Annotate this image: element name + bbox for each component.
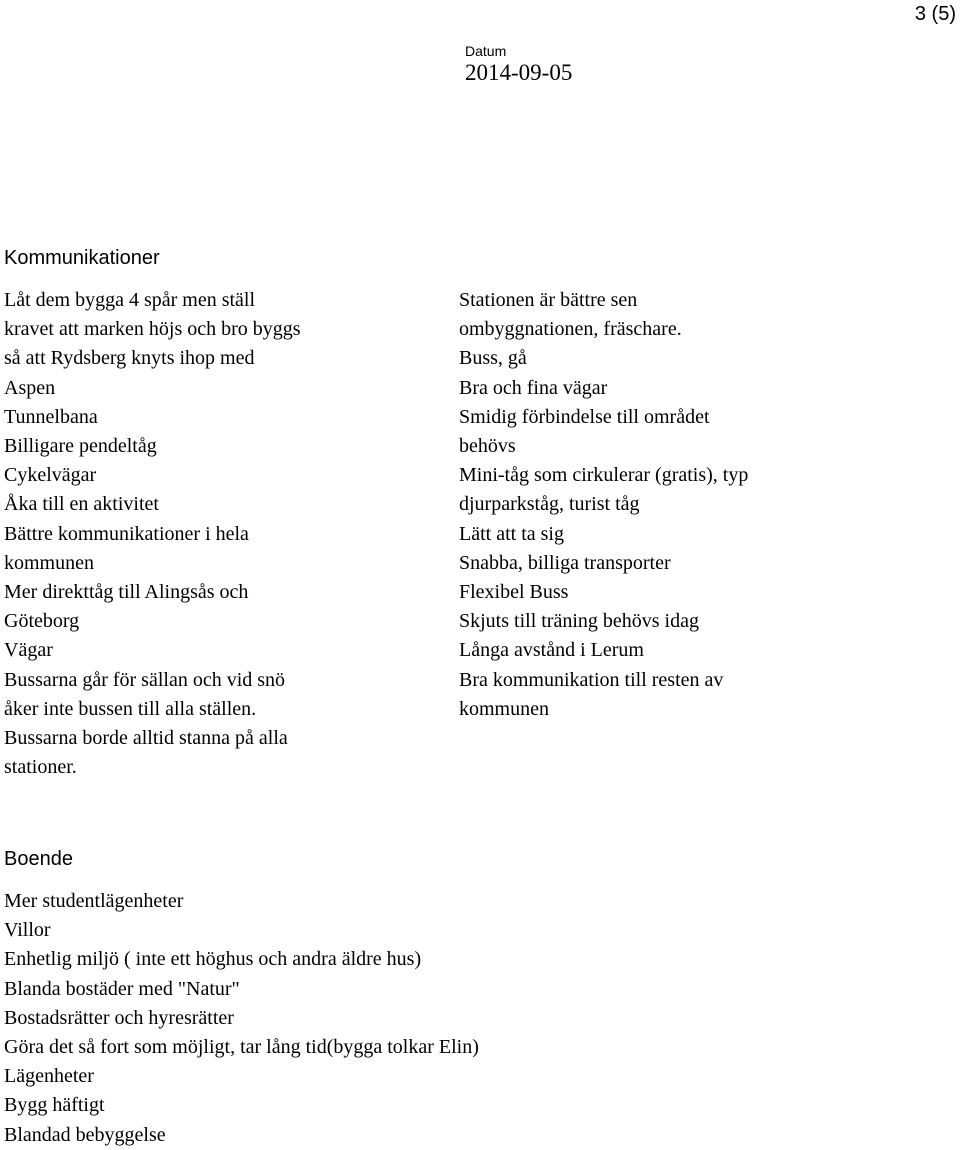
list-item: Cykelvägar (4, 464, 97, 487)
list-item: åker inte bussen till alla ställen. (4, 697, 257, 720)
list-item: Buss, gå (459, 347, 527, 370)
list-item: Låt dem bygga 4 spår men ställ (4, 289, 256, 311)
list-item: Skjuts till träning behövs idag (459, 610, 699, 633)
list-item: Billigare pendeltåg (4, 435, 157, 458)
list-item: Snabba, billiga transporter (459, 551, 671, 574)
list-item: Göteborg (4, 610, 80, 633)
date-label: Datum (465, 43, 507, 59)
list-item: Vägar (4, 639, 53, 662)
page-number: 3 (5) (914, 3, 956, 25)
list-item: Mini-tåg som cirkulerar (gratis), typ (459, 464, 749, 487)
list-item: Bussarna borde alltid stanna på alla (4, 727, 288, 750)
list-item: Bra och fina vägar (459, 376, 608, 399)
list-item: ombyggnationen, fräschare. (459, 318, 682, 341)
list-item: Tunnelbana (4, 405, 98, 428)
list-item: Flexibel Buss (459, 581, 569, 604)
list-item: kravet att marken höjs och bro byggs (4, 318, 301, 341)
list-item: Bostadsrätter och hyresrätter (4, 1006, 234, 1029)
list-item: Bygg häftigt (4, 1094, 105, 1117)
date-block (465, 42, 572, 86)
list-item: Långa avstånd i Lerum (459, 639, 644, 662)
list-item: Blandad bebyggelse (4, 1123, 166, 1146)
list-item: Bra kommunikation till resten av (459, 668, 724, 691)
section-heading-boende: Boende (4, 848, 73, 870)
list-item: Mer direkttåg till Alingsås och (4, 581, 249, 604)
kommunikationer-left-column (4, 286, 404, 782)
list-item: Blanda bostäder med "Natur" (4, 977, 240, 1000)
list-item: Smidig förbindelse till området (459, 405, 710, 428)
list-item: behövs (459, 435, 516, 458)
boende-list (4, 887, 904, 1150)
list-item: Lätt att ta sig (459, 522, 564, 545)
list-item: Stationen är bättre sen (459, 289, 638, 311)
list-item: Göra det så fort som möjligt, tar lång tid(bygga tolkar Elin) (4, 1036, 479, 1059)
list-item: så att Rydsberg knyts ihop med (4, 347, 255, 370)
list-item: Enhetlig miljö ( inte ett höghus och andra äldre hus) (4, 948, 422, 971)
date-value: 2014-09-05 (465, 60, 573, 85)
list-item: Bättre kommunikationer i hela (4, 522, 249, 545)
kommunikationer-right-column (459, 286, 899, 724)
list-item: Villor (4, 919, 51, 942)
list-item: Aspen (4, 376, 56, 399)
list-item: stationer. (4, 756, 77, 779)
list-item: Lägenheter (4, 1065, 94, 1088)
list-item: Mer studentlägenheter (4, 890, 184, 912)
list-item: Åka till en aktivitet (4, 493, 159, 516)
list-item: Bussarna går för sällan och vid snö (4, 668, 286, 691)
section-heading-kommunikationer: Kommunikationer (4, 247, 160, 269)
list-item: kommunen (459, 697, 549, 720)
list-item: djurparkståg, turist tåg (459, 493, 640, 516)
list-item: kommunen (4, 551, 94, 574)
